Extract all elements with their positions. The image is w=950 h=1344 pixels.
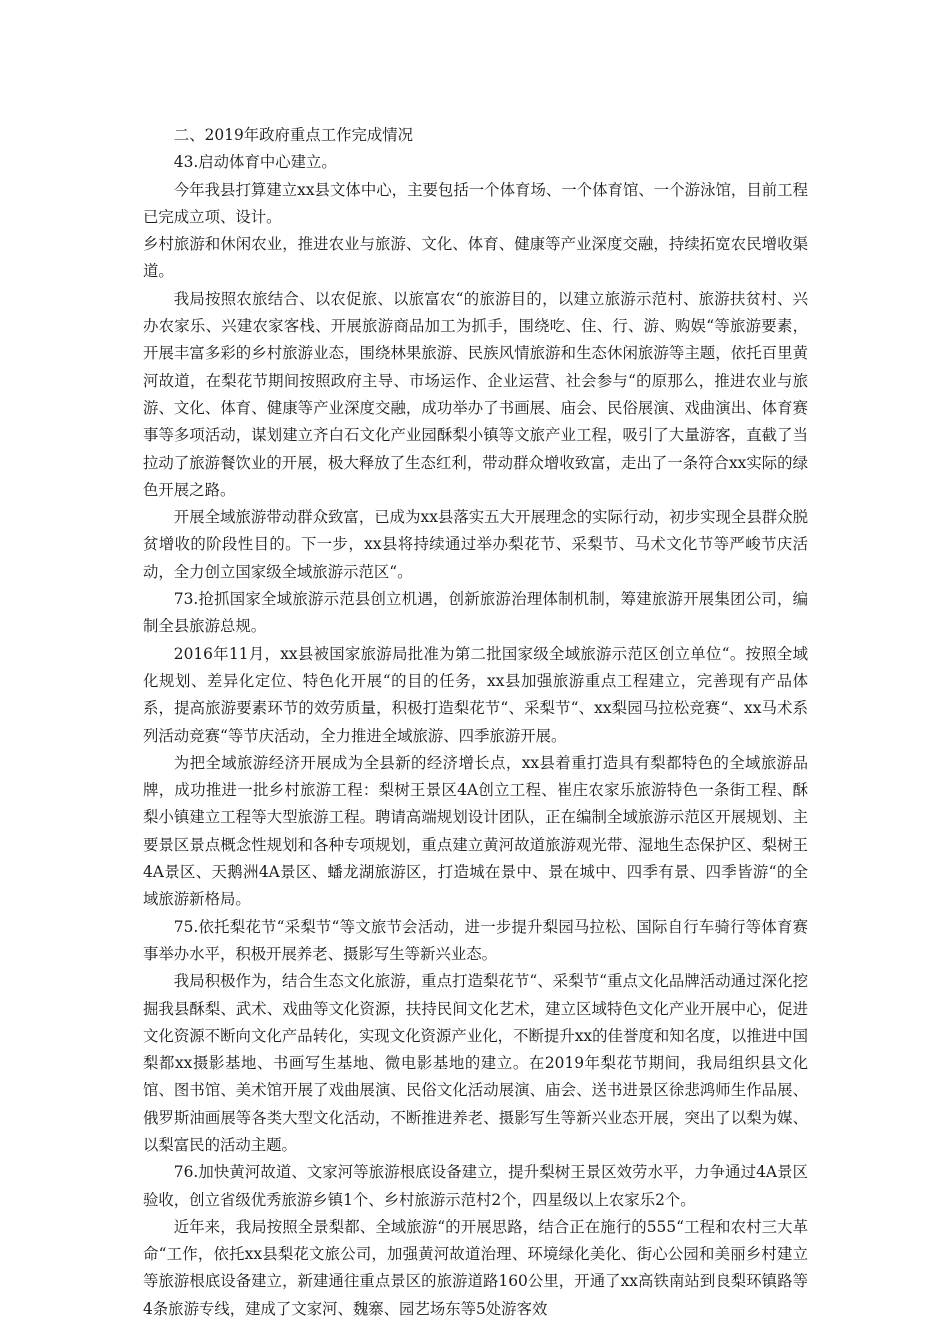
section-heading: 二、2019年政府重点工作完成情况: [173, 126, 414, 144]
paragraph: 我局积极作为，结合生态文化旅游，重点打造梨花节“、采梨节“重点文化品牌活动通过深化挖掘我县酥梨、武术、戏曲等文化资源，扶持民间文化艺术，建立区域特色文化产业开展中心，促进文化资源不断向文化产品转化，实现文化资源产业化，不断提升xx的佳誉度和知名度，以推进中国梨都xx摄影基地、书画写生基地、微电影基地的建立。在2019年梨花节期间，我局组织县文化馆、图书馆、美术馆开展了戏曲展演、民俗文化活动展演、庙会、送书进景区徐悲鸿师生作品展、俄罗斯油画展等各类大型文化活动，不断推进养老、摄影写生等新兴业态开展，突出了以梨为媒、以梨富民的活动主题。: [143, 972, 808, 1154]
item-heading-73: 73.抢抓国家全域旅游示范县创立机遇，创新旅游治理体制机制，筹建旅游开展集团公司，编制全县旅游总规。: [143, 590, 808, 636]
item-heading-43: 43.启动体育中心建立。: [173, 153, 337, 172]
paragraph: 近年来，我局按照全景梨都、全域旅游“的开展思路，结合正在施行的555“工程和农村三大革命“工作，依托xx县梨花文旅公司，加强黄河故道治理、环境绿化美化、街心公园和美丽乡村建立等旅游根底设备建立，新建通往重点景区的旅游道路160公里，开通了xx高铁南站到良梨环镇路等4条旅游专线，建成了文家河、魏寨、园艺场东等5处游客效: [143, 1217, 808, 1318]
item-heading-76: 76.加快黄河故道、文家河等旅游根底设备建立，提升梨树王景区效劳水平，力争通过4A景区验收，创立省级优秀旅游乡镇1个、乡村旅游示范村2个，四星级以上农家乐2个。: [143, 1163, 808, 1209]
paragraph: 2016年11月，xx县被国家旅游局批准为第二批国家级全域旅游示范区创立单位“。按照全域化规划、差异化定位、特色化开展“的目的任务，xx县加强旅游重点工程建立，完善现有产品体系，提高旅游要素环节的效劳质量，积极打造梨花节“、采梨节“、xx梨园马拉松竞赛“、xx马术系列活动竞赛“等节庆活动，全力推进全域旅游、四季旅游开展。: [143, 644, 808, 745]
paragraph: 今年我县打算建立xx县文体中心，主要包括一个体育场、一个体育馆、一个游泳馆，目前工程已完成立项、设计。: [143, 180, 808, 226]
paragraph: 我局按照农旅结合、以农促旅、以旅富农“的旅游目的，以建立旅游示范村、旅游扶贫村、兴办农家乐、兴建农家客栈、开展旅游商品加工为抓手，围绕吃、住、行、游、购娱“等旅游要素，开展丰富多彩的乡村旅游业态，围绕林果旅游、民族风情旅游和生态休闲旅游等主题，依托百里黄河故道，在梨花节期间按照政府主导、市场运作、企业运营、社会参与“的原那么，推进农业与旅游、文化、体育、健康等产业深度交融，成功举办了书画展、庙会、民俗展演、戏曲演出、体育赛事等多项活动，谋划建立齐白石文化产业园酥梨小镇等文旅产业工程，吸引了大量游客，直截了当拉动了旅游餐饮业的开展，极大释放了生态红利，带动群众增收致富，走出了一条符合xx实际的绿色开展之路。: [143, 289, 808, 499]
paragraph: 开展全域旅游带动群众致富，已成为xx县落实五大开展理念的实际行动，初步实现全县群众脱贫增收的阶段性目的。下一步，xx县将持续通过举办梨花节、采梨节、马术文化节等严峻节庆活动，全力创立国家级全域旅游示范区“。: [143, 508, 808, 581]
item-heading-75: 75.依托梨花节“采梨节“等文旅节会活动，进一步提升梨园马拉松、国际自行车骑行等体育赛事举办水平，积极开展养老、摄影写生等新兴业态。: [143, 917, 808, 963]
paragraph: 乡村旅游和休闲农业，推进农业与旅游、文化、体育、健康等产业深度交融，持续拓宽农民增收渠道。: [143, 235, 808, 281]
document-body: [143, 122, 808, 1323]
paragraph: 为把全域旅游经济开展成为全县新的经济增长点，xx县着重打造具有梨都特色的全域旅游品牌，成功推进一批乡村旅游工程：梨树王景区4A创立工程、崔庄农家乐旅游特色一条街工程、酥梨小镇建立工程等大型旅游工程。聘请高端规划设计团队，正在编制全域旅游示范区开展规划、主要景区景点概念性规划和各种专项规划，重点建立黄河故道旅游观光带、湿地生态保护区、梨树王4A景区、天鹅洲4A景区、蟠龙湖旅游区，打造城在景中、景在城中、四季有景、四季皆游“的全域旅游新格局。: [143, 753, 808, 909]
